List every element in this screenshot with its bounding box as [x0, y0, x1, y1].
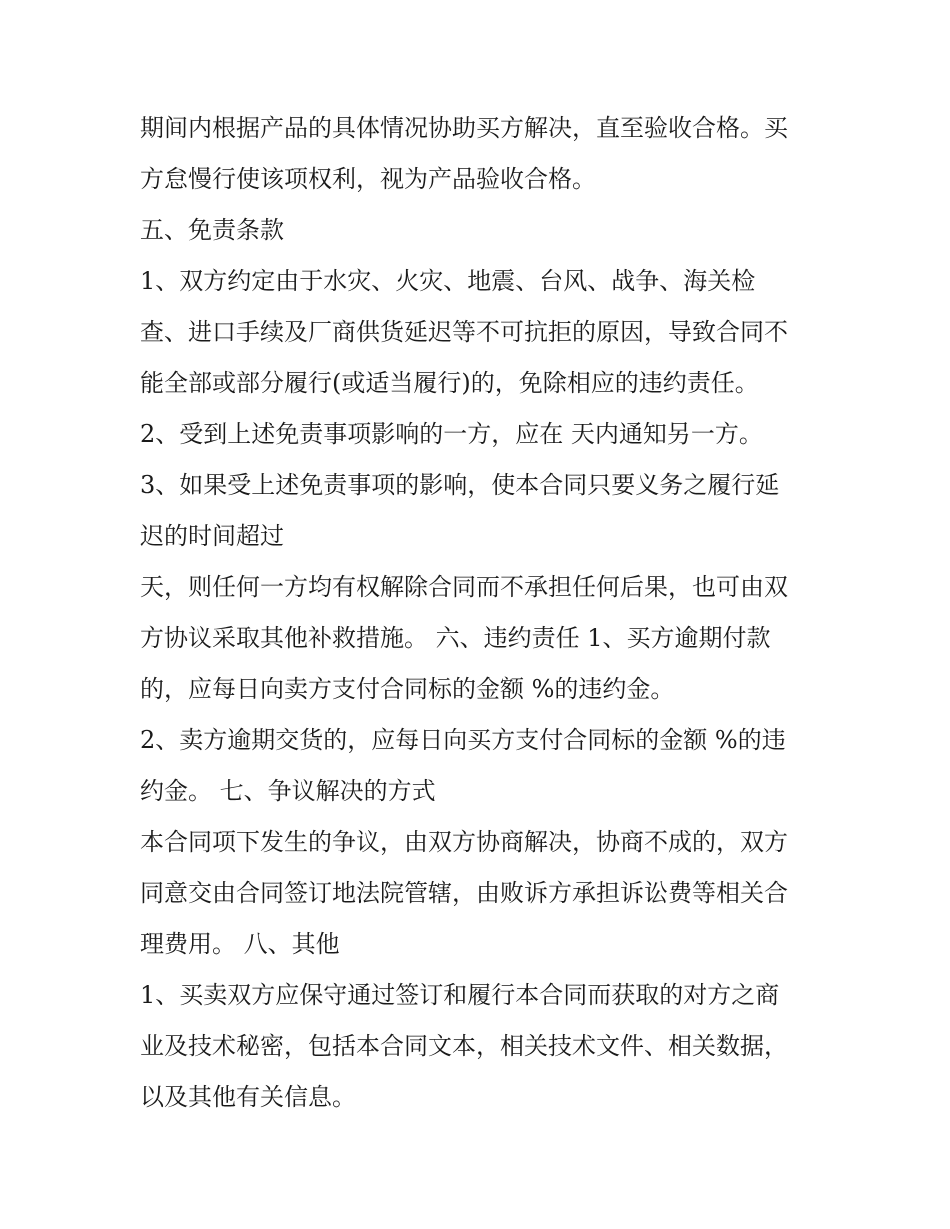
text-line: 期间内根据产品的具体情况协助买方解决，直至验收合格。买 [140, 114, 788, 142]
text-line: 约金。 七、争议解决的方式 [140, 777, 436, 805]
text-line: 迟的时间超过 [140, 522, 284, 550]
text-line: 以及其他有关信息。 [140, 1083, 356, 1111]
text-line: 本合同项下发生的争议，由双方协商解决，协商不成的，双方 [140, 828, 788, 856]
text-line: 方协议采取其他补救措施。 六、违约责任 1、买方逾期付款 [140, 624, 771, 652]
text-line: 2、受到上述免责事项影响的一方，应在 天内通知另一方。 [140, 420, 763, 448]
text-line: 方怠慢行使该项权利，视为产品验收合格。 [140, 165, 596, 193]
text-line: 2、卖方逾期交货的，应每日向买方支付合同标的金额 %的违 [140, 726, 786, 754]
text-line: 3、如果受上述免责事项的影响，使本合同只要义务之履行延 [140, 471, 780, 499]
text-line: 的，应每日向卖方支付合同标的金额 %的违约金。 [140, 675, 675, 703]
text-line: 1、双方约定由于水灾、火灾、地震、台风、战争、海关检 [140, 267, 756, 295]
text-line: 理费用。 八、其他 [140, 930, 340, 958]
text-line: 能全部或部分履行(或适当履行)的，免除相应的违约责任。 [140, 369, 759, 397]
text-line: 同意交由合同签订地法院管辖，由败诉方承担诉讼费等相关合 [140, 879, 788, 907]
text-line: 天，则任何一方均有权解除合同而不承担任何后果，也可由双 [140, 573, 788, 601]
text-line: 1、买卖双方应保守通过签订和履行本合同而获取的对方之商 [140, 981, 780, 1009]
text-line: 查、进口手续及厂商供货延迟等不可抗拒的原因，导致合同不 [140, 318, 788, 346]
text-line: 业及技术秘密，包括本合同文本，相关技术文件、相关数据， [140, 1032, 788, 1060]
section-heading: 五、免责条款 [140, 216, 284, 244]
